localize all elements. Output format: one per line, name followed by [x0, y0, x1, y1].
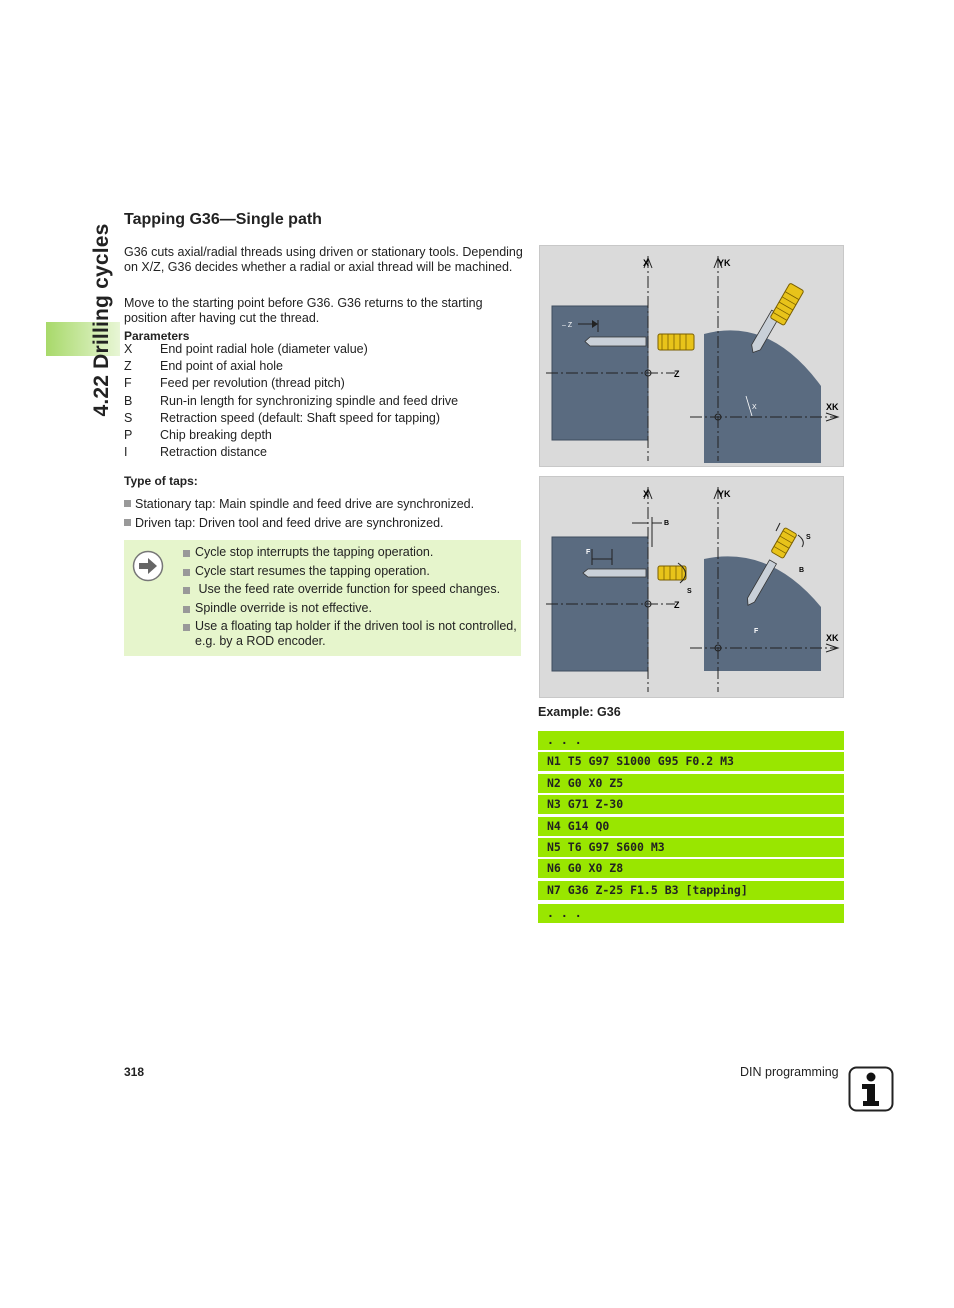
parameter-desc: Chip breaking depth: [160, 428, 272, 442]
workpiece-face: [704, 330, 821, 463]
axis-label-yk: YK: [718, 489, 731, 499]
tap-item: [124, 497, 474, 511]
note-text: Cycle stop interrupts the tapping operation.: [195, 545, 434, 559]
parameter-desc: End point radial hole (diameter value): [160, 342, 368, 356]
chapter-title: 4.22 Drilling cycles: [90, 223, 113, 417]
figure-2-drawing: [540, 477, 843, 697]
dim-label-b-radial: B: [799, 567, 805, 574]
axis-label-x: X: [643, 489, 650, 499]
parameter-key: Z: [124, 359, 132, 373]
figure-tapping-parameters: [539, 476, 844, 698]
code-line: N7 G36 Z-25 F1.5 B3 [tapping]: [538, 881, 844, 900]
bullet-square-icon: [183, 606, 190, 613]
parameter-key: S: [124, 411, 133, 425]
tapped-hole: [585, 337, 646, 346]
parameter-key: X: [124, 342, 133, 356]
dim-label-minus-z: – Z: [562, 322, 573, 329]
code-line: N4 G14 Q0: [538, 817, 844, 836]
tap-tool-radial: [771, 527, 797, 558]
tap-item: [124, 516, 444, 530]
dim-label-x: X: [752, 404, 757, 411]
dim-label-f-radial: F: [754, 628, 759, 635]
note-item: [183, 545, 518, 560]
tap-item-text: Stationary tap: Main spindle and feed drive are synchronized.: [135, 497, 475, 511]
figure-1-drawing: [540, 246, 843, 466]
axis-label-z: Z: [674, 369, 680, 379]
code-line: N2 G0 X0 Z5: [538, 774, 844, 793]
note-item: [183, 601, 518, 616]
dim-label-f: F: [586, 549, 591, 556]
parameter-desc: Run-in length for synchronizing spindle and feed drive: [160, 394, 459, 408]
parameter-key: F: [124, 376, 132, 390]
tap-tool-axial: [658, 334, 694, 350]
bullet-square-icon: [183, 624, 190, 631]
axis-label-yk: YK: [718, 258, 731, 268]
figure-axial-radial-tapping: [539, 245, 844, 467]
code-line: . . .: [538, 731, 844, 750]
intro-paragraph: G36 cuts axial/radial threads using driven or stationary tools. Depending on X/Z, G36 decides whether a radial or axial thread will be machined.: [124, 245, 523, 274]
parameter-desc: End point of axial hole: [160, 359, 284, 373]
note-item: [183, 582, 518, 597]
code-line: . . .: [538, 904, 844, 923]
code-line: N1 T5 G97 S1000 G95 F0.2 M3: [538, 752, 844, 771]
bullet-square-icon: [183, 569, 190, 576]
tap-tool-radial: [770, 283, 804, 326]
page-number: 318: [124, 1065, 145, 1079]
move-paragraph: Move to the starting point before G36. G36 returns to the starting position after having cut the thread.: [124, 296, 483, 325]
dim-label-s-radial: S: [806, 534, 811, 541]
note-text: Use the feed rate override function for speed changes.: [195, 582, 501, 596]
parameter-key: I: [124, 445, 128, 459]
bullet-square-icon: [183, 550, 190, 557]
note-item: [183, 564, 518, 579]
parameters-heading: Parameters: [124, 329, 190, 343]
tap-item-text: Driven tap: Driven tool and feed drive are synchronized.: [135, 516, 444, 530]
note-item: [183, 619, 518, 649]
note-text: Use a floating tap holder if the driven tool is not controlled, e.g. by a ROD encoder.: [195, 619, 517, 648]
section-title: Tapping G36—Single path: [124, 211, 322, 228]
parameter-desc: Retraction speed (default: Shaft speed for tapping): [160, 411, 441, 425]
tapped-hole: [583, 569, 646, 577]
parameter-desc: Retraction distance: [160, 445, 268, 459]
example-label: Example: G36: [538, 705, 621, 719]
bullet-square-icon: [124, 519, 131, 526]
dim-label-b: B: [664, 520, 670, 527]
note-text: Cycle start resumes the tapping operation.: [195, 564, 430, 578]
axis-label-x: X: [643, 258, 650, 268]
parameter-key: P: [124, 428, 133, 442]
parameter-desc: Feed per revolution (thread pitch): [160, 376, 345, 390]
code-line: N5 T6 G97 S600 M3: [538, 838, 844, 857]
axis-label-xk: XK: [826, 402, 839, 412]
code-line: N3 G71 Z-30: [538, 795, 844, 814]
axis-label-z: Z: [674, 600, 680, 610]
bullet-square-icon: [183, 587, 190, 594]
bullet-square-icon: [124, 500, 131, 507]
arrow-right-icon: [132, 550, 164, 582]
taps-heading: Type of taps:: [124, 474, 198, 488]
code-line: N6 G0 X0 Z8: [538, 859, 844, 878]
note-text: Spindle override is not effective.: [195, 601, 372, 615]
axis-label-xk: XK: [826, 633, 839, 643]
dim-label-s: S: [687, 588, 692, 595]
footer-section: DIN programming: [740, 1065, 839, 1079]
info-icon: [848, 1066, 894, 1112]
parameter-key: B: [124, 394, 133, 408]
